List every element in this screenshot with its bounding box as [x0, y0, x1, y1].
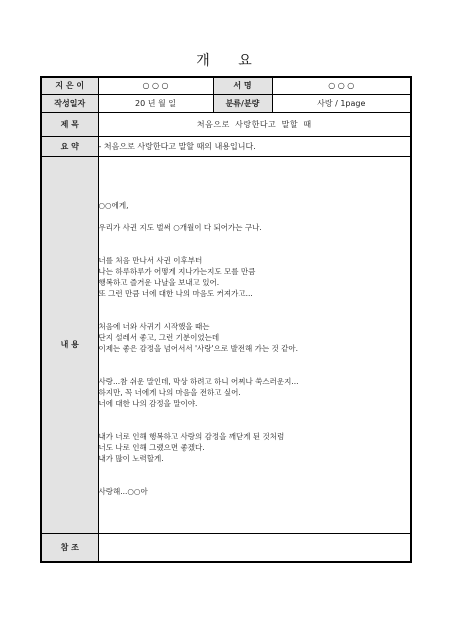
author-row	[41, 77, 411, 94]
content-body	[98, 156, 411, 533]
content-blank-line	[99, 409, 411, 420]
content-blank-line	[99, 420, 411, 431]
content-line: 행복하고 즐거운 나날을 보내고 있어.	[98, 277, 220, 287]
content-line: 너도 나로 인해 그랬으면 좋겠다.	[98, 442, 205, 452]
reference-value	[98, 533, 411, 562]
overview-form-table	[40, 76, 412, 563]
content-line: 내가 너로 인해 행복하고 사랑의 감정을 깨닫게 된 것처럼	[98, 431, 285, 441]
author-value: ○ ○ ○	[98, 77, 213, 94]
date-label: 작성일자	[41, 94, 98, 112]
content-blank-line	[99, 354, 411, 365]
content-lines	[99, 193, 411, 497]
content-line: 이제는 좋은 감정을 넘어서서 '사랑'으로 발전해 가는 것 같아.	[98, 343, 298, 353]
content-line: 나는 하루하루가 어떻게 지나가는지도 모를 만큼	[98, 266, 256, 276]
author-label: 지 은 이	[41, 77, 98, 94]
content-line: 하지만, 꼭 너에게 나의 마음을 전하고 싶어.	[98, 387, 241, 397]
content-line: 너를 처음 만나서 사귄 이후부터	[98, 255, 203, 265]
content-line: 사랑...참 쉬운 말인데, 막상 하려고 하니 어찌나 쑥스러운지...	[98, 376, 299, 386]
content-blank-line	[99, 233, 411, 244]
category-value: 사랑 / 1page	[272, 94, 411, 112]
subject-value: 처음으로 사랑한다고 말할 때	[98, 112, 411, 136]
summary-label: 요 약	[41, 136, 98, 156]
summary-row	[41, 136, 411, 156]
summary-value: - 처음으로 사랑한다고 말할 때의 내용입니다.	[98, 136, 411, 156]
content-line: 우리가 사귄 지도 벌써 ○개월이 다 되어가는 구나.	[98, 222, 262, 232]
subject-label: 제 목	[41, 112, 98, 136]
content-blank-line	[99, 464, 411, 475]
date-value: 20 년 월 일	[98, 94, 213, 112]
signature-value: ○ ○ ○	[272, 77, 411, 94]
content-line: ○○에게,	[98, 200, 129, 210]
reference-label: 참 조	[41, 533, 98, 562]
content-blank-line	[99, 365, 411, 376]
subject-row	[41, 112, 411, 136]
category-label: 분류/분량	[213, 94, 272, 112]
content-line: 너에 대한 나의 감정을 말이야.	[98, 398, 198, 408]
content-line: 처음에 너와 사귀기 시작했을 때는	[98, 321, 210, 331]
document-title: 개 요	[196, 53, 254, 69]
date-row	[41, 94, 411, 112]
reference-row	[41, 533, 411, 562]
content-line: 단지 설레서 좋고, 그런 기분이었는데	[98, 332, 220, 342]
content-blank-line	[99, 310, 411, 321]
content-label: 내 용	[41, 156, 98, 533]
content-line: 또 그런 만큼 너에 대한 나의 마음도 커져가고...	[98, 288, 253, 298]
content-row	[41, 156, 411, 533]
content-line: 내가 많이 노력할게.	[98, 453, 164, 463]
content-blank-line	[99, 299, 411, 310]
content-blank-line	[99, 244, 411, 255]
content-line: 사랑해...○○아	[98, 486, 148, 496]
signature-label: 서 명	[213, 77, 272, 94]
content-blank-line	[99, 211, 411, 222]
content-blank-line	[99, 475, 411, 486]
